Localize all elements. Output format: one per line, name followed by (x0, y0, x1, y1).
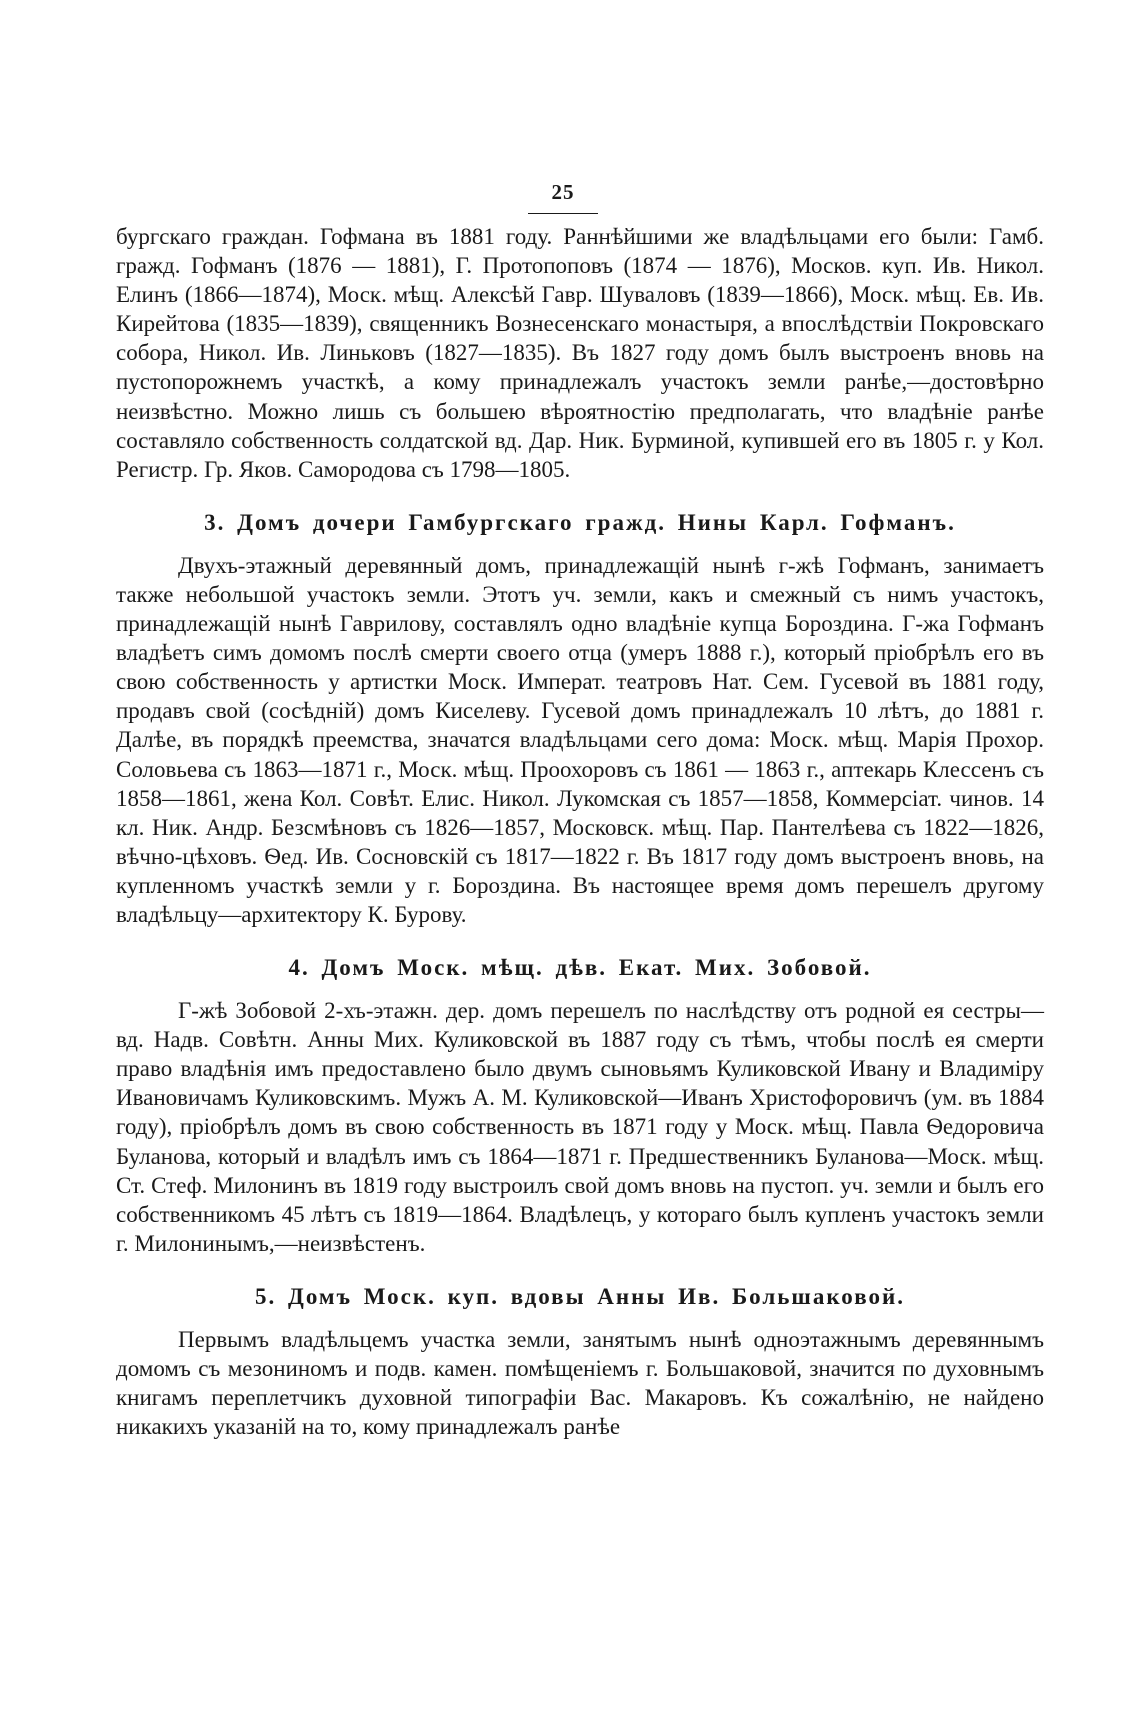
paragraph-section-4: Г-жѣ Зобовой 2-хъ-этажн. дер. домъ перешелъ по наслѣдству отъ родной ея сестры—вд. Надв. Совѣтн. Анны Мих. Куликовской въ 1887 году съ тѣмъ, чтобы послѣ ея смерти право владѣнія имъ предоставлено было двумъ сыновьямъ Куликовской Ивану и Владиміру Ивановичамъ Куликовскимъ. Мужъ А. М. Куликовской—Иванъ Христофоровичъ (ум. въ 1884 году), пріобрѣлъ домъ въ свою собственность въ 1871 году у Моск. мѣщ. Павла Ѳедоровича Буланова, который и владѣлъ имъ съ 1864—1871 г. Предшественникъ Буланова—Моск. мѣщ. Ст. Стеф. Милонинъ въ 1819 году выстроилъ свой домъ вновь на пустоп. уч. земли и былъ его собственникомъ 45 лѣтъ съ 1819—1864. Владѣлецъ, у котораго былъ купленъ участокъ земли г. Милонинымъ,—неизвѣстенъ. (116, 998, 1044, 1256)
paragraph-section-3: Двухъ-этажный деревянный домъ, принадлежащій нынѣ г-жѣ Гофманъ, занимаетъ также небольшой участокъ земли. Этотъ уч. земли, какъ и смежный съ нимъ участокъ, принадлежащій нынѣ Гаврилову, составлялъ одно владѣніе купца Бороздина. Г-жа Гофманъ владѣетъ симъ домомъ послѣ смерти своего отца (умеръ 1888 г.), который пріобрѣлъ его въ свою собственность у артистки Моск. Императ. театровъ Нат. Сем. Гусевой въ 1881 году, продавъ свой (сосѣдній) домъ Киселеву. Гусевой домъ принадлежалъ 10 лѣтъ, до 1881 г. Далѣе, въ порядкѣ преемства, значатся владѣльцами сего дома: Моск. мѣщ. Марія Прохор. Соловьева съ 1863—1871 г., Моск. мѣщ. Проохоровъ съ 1861 — 1863 г., аптекарь Клессенъ съ 1858—1861, жена Кол. Совѣт. Елис. Никол. Лукомская съ 1857—1858, Коммерсіат. чинов. 14 кл. Ник. Андр. Безсмѣновъ съ 1826—1857, Московск. мѣщ. Пар. Пантелѣева съ 1822—1826, вѣчно-цѣховъ. Ѳед. Ив. Сосновскій съ 1817—1822 г. Въ 1817 году домъ выстроенъ вновь, на купленномъ участкѣ земли у г. Бороздина. Въ настоящее время домъ перешелъ другому владѣльцу—архитектору К. Бурову. (116, 552, 1044, 927)
paragraph-owners-hofmann-house: бургскаго граждан. Гофмана въ 1881 году. Раннѣйшими же владѣльцами его были: Гамб. гражд. Гофманъ (1876 — 1881), Г. Протопоповъ (1874 — 1876), Москов. куп. Ив. Никол. Елинъ (1866—1874), Моск. мѣщ. Алексѣй Гавр. Шуваловъ (1839—1866), Моск. мѣщ. Ев. Ив. Кирейтова (1835—1839), священникъ Вознесенскаго монастыря, а впослѣдствіи Покровскаго собора, Никол. Ив. Линьковъ (1827—1835). Въ 1827 году домъ былъ выстроенъ вновь на пустопорожнемъ участкѣ, а кому принадлежалъ участокъ земли ранѣе,—достовѣрно неизвѣстно. Можно лишь съ большею вѣроятностію предполагать, что владѣніе ранѣе составляло собственность солдатской вд. Дар. Ник. Бурминой, купившей его въ 1805 г. у Кол. Регистр. Гр. Яков. Самородова съ 1798—1805. (116, 224, 1044, 482)
section-heading-5: 5. Домъ Моск. куп. вдовы Анны Ив. Большаковой. (255, 1283, 905, 1309)
text-column (116, 222, 1044, 1441)
paragraph-section-5: Первымъ владѣльцемъ участка земли, занятымъ нынѣ одноэтажнымъ деревяннымъ домомъ съ мезониномъ и подв. камен. помѣщеніемъ г. Большаковой, значится по духовнымъ книгамъ переплетчикъ духовной типографіи Вас. Макаровъ. Къ сожалѣнію, не найдено никакихъ указаній на то, кому принадлежалъ ранѣе (116, 1326, 1044, 1440)
section-heading-4: 4. Домъ Моск. мѣщ. дѣв. Екат. Мих. Зобовой. (288, 955, 872, 981)
page-number: 25 (551, 180, 575, 204)
section-heading-3: 3. Домъ дочери Гамбургскаго гражд. Нины Карл. Гофманъ. (204, 509, 956, 535)
page-number-rule (528, 213, 598, 214)
